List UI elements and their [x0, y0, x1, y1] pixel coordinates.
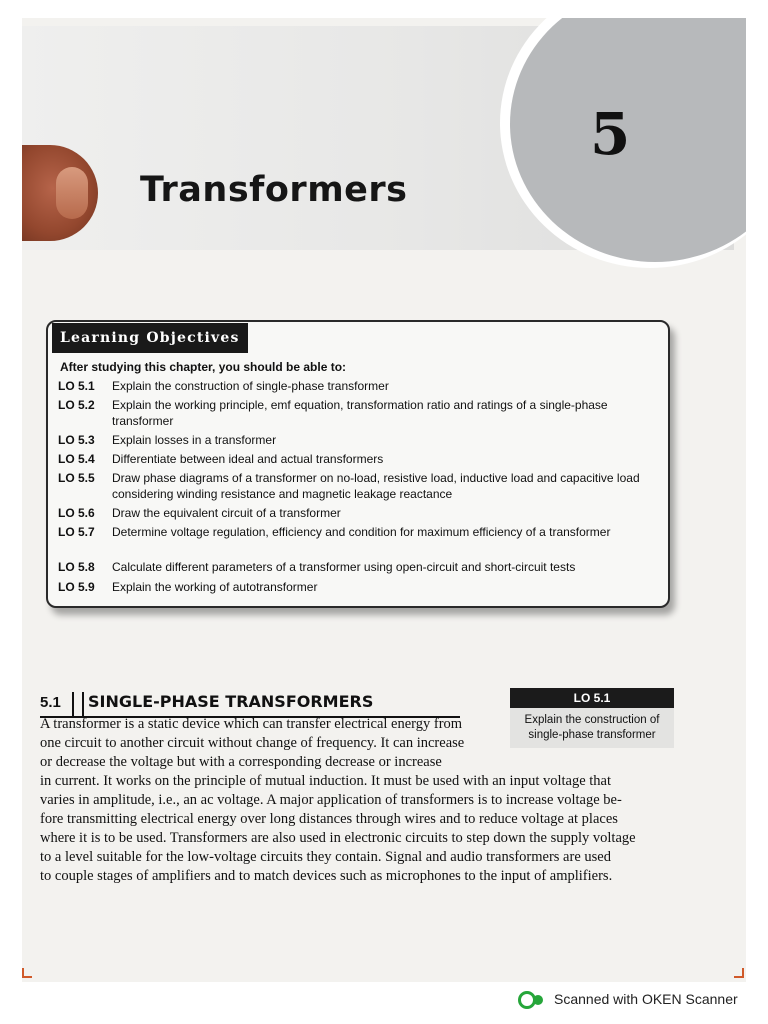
lo-text: Draw the equivalent circuit of a transformer: [112, 506, 341, 520]
section-number: 5.1: [40, 694, 61, 711]
lo-text: Explain losses in a transformer: [112, 433, 277, 447]
lo-sidebar-label: LO 5.1: [510, 688, 674, 708]
chapter-title: Transformers: [140, 170, 408, 210]
section-divider-bars: [72, 692, 84, 718]
lo-code: LO 5.2: [58, 398, 95, 412]
scanner-logo-dot-icon: [533, 995, 543, 1005]
body-text-line: to a level suitable for the low-voltage circuits they contain. Signal and audio transformers are used: [40, 849, 611, 865]
lo-code: LO 5.3: [58, 433, 95, 447]
body-text-line: in current. It works on the principle of mutual induction. It must be used with an input voltage that: [40, 773, 612, 789]
body-text-line: where it is to be used. Transformers are also used in electronic circuits to step down the supply voltage: [40, 830, 636, 846]
lo-sidebar-text: Explain the construction of single-phase transformer: [510, 708, 674, 748]
body-text-line: A transformer is a static device which can transfer electrical energy from: [40, 716, 463, 732]
lo-code: LO 5.1: [58, 379, 95, 393]
section-title: SINGLE-PHASE TRANSFORMERS: [88, 692, 374, 711]
lo-text: Draw phase diagrams of a transformer on no-load, resistive load, inductive load and capacitive load considering winding resistance and magnetic leakage reactance: [112, 471, 640, 501]
lo-code: LO 5.5: [58, 471, 95, 485]
lo-text: Explain the working principle, emf equation, transformation ratio and ratings of a single-phase transformer: [112, 398, 608, 428]
thumbnail-nail: [56, 167, 88, 219]
objectives-intro: After studying this chapter, you should be able to:: [60, 360, 347, 374]
lo-text: Explain the construction of single-phase transformer: [112, 379, 389, 393]
lo-text: Differentiate between ideal and actual transformers: [112, 452, 384, 466]
section-heading: [40, 692, 460, 718]
lo-code: LO 5.8: [58, 560, 95, 574]
lo-text: Explain the working of autotransformer: [112, 580, 318, 594]
lo-code: LO 5.6: [58, 506, 95, 520]
body-text-line: or decrease the voltage but with a corresponding decrease or increase: [40, 754, 442, 770]
book-page: [22, 18, 746, 982]
lo-code: LO 5.4: [58, 452, 95, 466]
crop-mark: [734, 968, 744, 978]
crop-mark: [22, 968, 32, 978]
lo-code: LO 5.9: [58, 580, 95, 594]
chapter-number: 5: [590, 100, 631, 168]
learning-objectives-heading: Learning Objectives: [52, 323, 248, 353]
scanner-label: Scanned with OKEN Scanner: [554, 991, 738, 1007]
body-text-line: to couple stages of amplifiers and to match devices such as microphones to the input of amplifiers.: [40, 868, 613, 884]
body-text-line: one circuit to another circuit without change of frequency. It can increase: [40, 735, 465, 751]
lo-text: Calculate different parameters of a transformer using open-circuit and short-circuit tests: [112, 560, 576, 574]
lo-text: Determine voltage regulation, efficiency and condition for maximum efficiency of a transformer: [112, 525, 611, 539]
lo-code: LO 5.7: [58, 525, 95, 539]
body-text-line: fore transmitting electrical energy over long distances through wires and to reduce voltage at places: [40, 811, 618, 827]
body-text-line: varies in amplitude, i.e., an ac voltage. A major application of transformers is to increase voltage be-: [40, 792, 622, 808]
